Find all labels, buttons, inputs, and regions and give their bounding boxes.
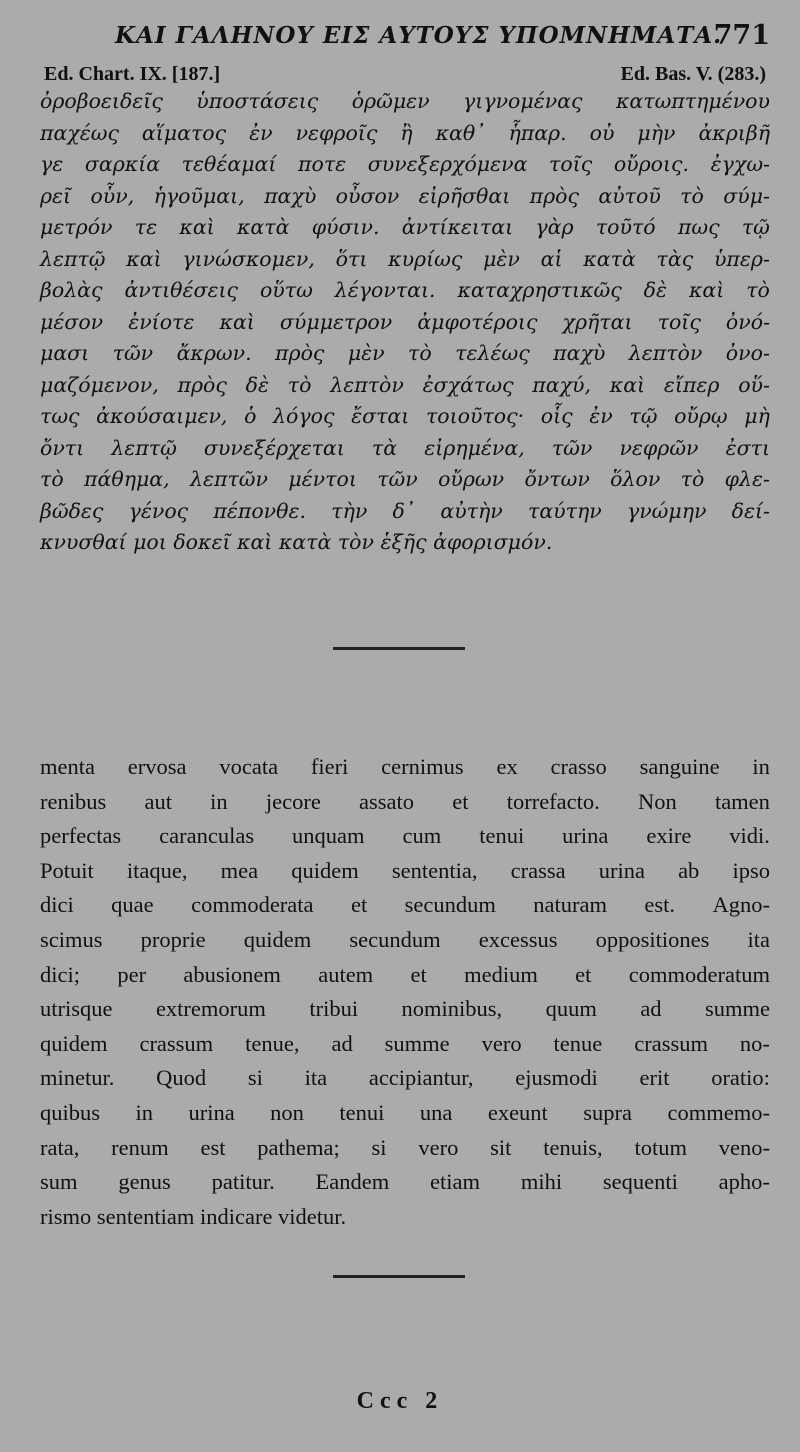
greek-text-line: γε σαρκία τεθέαμαί ποτε συνεξερχόμενα τοῖς οὔροις. ἐγχω- [40,152,770,176]
section-divider [333,1275,465,1278]
latin-text-line: quidem crassum tenue, ad summe vero tenue crassum no- [40,1030,770,1056]
greek-text-line: βολὰς ἀντιθέσεις οὕτω λέγονται. καταχρηστικῶς δὲ καὶ τὸ [40,278,770,302]
signature-mark: Ccc 2 [356,1388,444,1414]
running-head [40,18,770,58]
latin-text-line: dici; per abusionem autem et medium et commoderatum [40,961,770,987]
greek-text-line: τὸ πάθημα, λεπτῶν μέντοι τῶν οὔρων ὄντων ὅλον τὸ φλε- [40,467,770,491]
latin-text-line: sum genus patitur. Eandem etiam mihi sequenti apho- [40,1169,770,1195]
greek-text-line: μέσον ἐνίοτε καὶ σύμμετρον ἀμφοτέροις χρῆται τοῖς ὀνό- [40,309,770,334]
greek-text-line: βῶδες γένος πέπονθε. τὴν δ᾽ αὐτὴν ταύτην γνώμην δεί- [40,498,770,523]
greek-text-line: μαζόμενον, πρὸς δὲ τὸ λεπτὸν ἐσχάτως παχύ, καὶ εἴπερ οὕ- [40,372,770,397]
greek-text-line: κνυσθαί μοι δοκεῖ καὶ κατὰ τὸν ἑξῆς ἀφορισμόν. [40,530,553,554]
greek-text-line: ὄντι λεπτῷ συνεξέρχεται τὰ εἰρημένα, τῶν νεφρῶν ἐστι [40,435,770,460]
latin-text-line: scimus proprie quidem secundum excessus oppositiones ita [40,926,770,952]
latin-text-line: renibus aut in jecore assato et torrefacto. Non tamen [40,788,770,814]
basel-edition-ref: Ed. Bas. V. (283.) [620,63,766,85]
greek-text-line: ὀροβοειδεῖς ὑποστάσεις ὁρῶμεν γιγνομένας κατωπτημένου [40,89,770,113]
greek-text-line: τως ἀκούσαιμεν, ὁ λόγος ἔσται τοιοῦτος· οἷς ἐν τῷ οὔρῳ μὴ [40,404,770,428]
greek-text-line: παχέως αἵματος ἐν νεφροῖς ἢ καθ᾽ ἧπαρ. οὐ μὴν ἀκριβῆ [40,120,770,145]
running-title: ΚΑΙ ΓΑΛΗΝΟΥ ΕΙΣ ΑΥΤΟΥΣ ΥΠΟΜΝΗΜΑΤΑ. [115,22,723,49]
latin-text-line: minetur. Quod si ita accipiantur, ejusmodi erit oratio: [40,1065,770,1091]
latin-text-block [40,750,770,1234]
section-divider [333,647,465,650]
latin-text-line: utrisque extremorum tribui nominibus, quum ad summe [40,996,770,1022]
latin-text-line: Potuit itaque, mea quidem sententia, crassa urina ab ipso [40,857,770,883]
page-number: 771 [713,20,770,51]
greek-text-block [40,86,770,559]
chartier-edition-ref: Ed. Chart. IX. [187.] [44,63,221,85]
greek-text-line: μετρόν τε καὶ κατὰ φύσιν. ἀντίκειται γὰρ τοῦτό πως τῷ [40,215,770,239]
latin-text-line: dici quae commoderata et secundum naturam est. Agno- [40,892,770,918]
latin-text-line: perfectas caranculas unquam cum tenui urina exire vidi. [40,823,770,849]
greek-text-line: λεπτῷ καὶ γινώσκομεν, ὅτι κυρίως μὲν αἱ κατὰ τὰς ὑπερ- [40,246,770,271]
latin-text-line: rata, renum est pathema; si vero sit tenuis, totum veno- [40,1134,770,1160]
latin-text-line: rismo sententiam indicare videtur. [40,1203,347,1229]
greek-text-line: ρεῖ οὖν, ἡγοῦμαι, παχὺ οὖσον εἰρῆσθαι πρὸς αὐτοῦ τὸ σύμ- [40,183,770,208]
greek-text-line: μασι τῶν ἄκρων. πρὸς μὲν τὸ τελέως παχὺ λεπτὸν ὀνο- [40,341,770,365]
latin-text-line: menta ervosa vocata fieri cernimus ex crasso sanguine in [40,754,770,779]
latin-text-line: quibus in urina non tenui una exeunt supra commemo- [40,1099,770,1125]
